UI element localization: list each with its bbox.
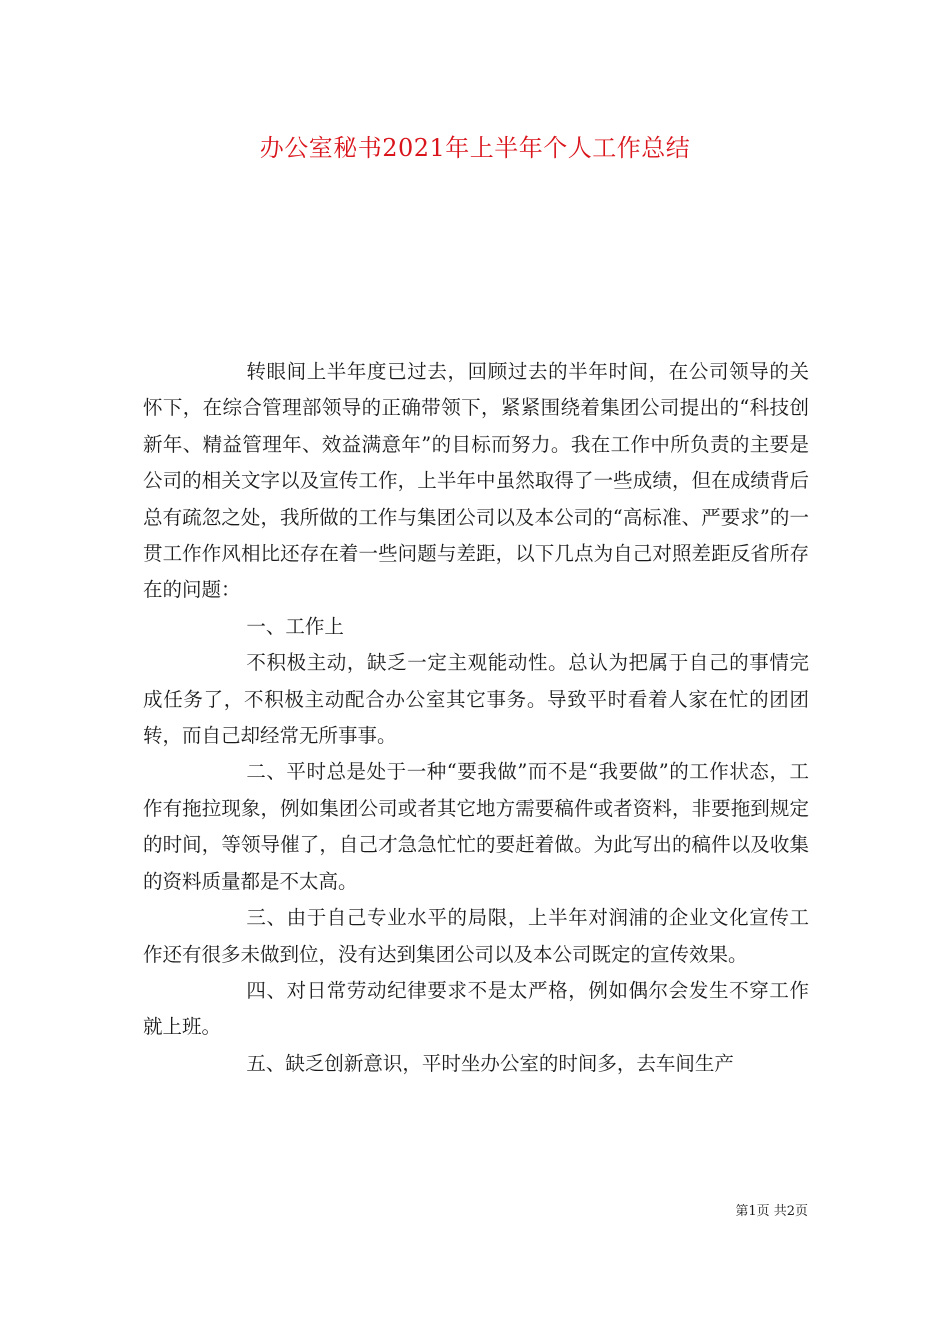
paragraph-issue-4: 四、对日常劳动纪律要求不是太严格，例如偶尔会发生不穿工作就上班。 (143, 978, 809, 1039)
document-title: 办公室秘书2021年上半年个人工作总结 (259, 134, 691, 162)
paragraph-issue-2: 二、平时总是处于一种“要我做”而不是“我要做”的工作状态，工作有拖拉现象，例如集团公司或者其它地方需要稿件或者资料，非要拖到规定的时间，等领导催了，自己才急急忙忙的要赶着做。为此写出的稿件以及收集的资料质量都是不太高。 (143, 760, 809, 893)
document-body (143, 354, 809, 1082)
paragraph-issue-1: 不积极主动，缺乏一定主观能动性。总认为把属于自己的事情完成任务了，不积极主动配合办公室其它事务。导致平时看着人家在忙的团团转，而自己却经常无所事事。 (143, 651, 809, 748)
paragraph-intro: 转眼间上半年度已过去，回顾过去的半年时间，在公司领导的关怀下，在综合管理部领导的正确带领下，紧紧围绕着集团公司提出的“科技创新年、精益管理年、效益满意年”的目标而努力。我在工作中所负责的主要是公司的相关文字以及宣传工作，上半年中虽然取得了一些成绩，但在成绩背后总有疏忽之处，我所做的工作与集团公司以及本公司的“高标准、严要求”的一贯工作作风相比还存在着一些问题与差距，以下几点为自己对照差距反省所存在的问题： (143, 360, 809, 602)
page-number-footer: 第1页 共2页 (735, 1204, 808, 1219)
paragraph-section-heading: 一、工作上 (246, 614, 344, 638)
paragraph-issue-3: 三、由于自己专业水平的局限，上半年对润浦的企业文化宣传工作还有很多未做到位，没有达到集团公司以及本公司既定的宣传效果。 (143, 906, 809, 966)
paragraph-issue-5: 五、缺乏创新意识，平时坐办公室的时间多，去车间生产 (246, 1051, 734, 1075)
